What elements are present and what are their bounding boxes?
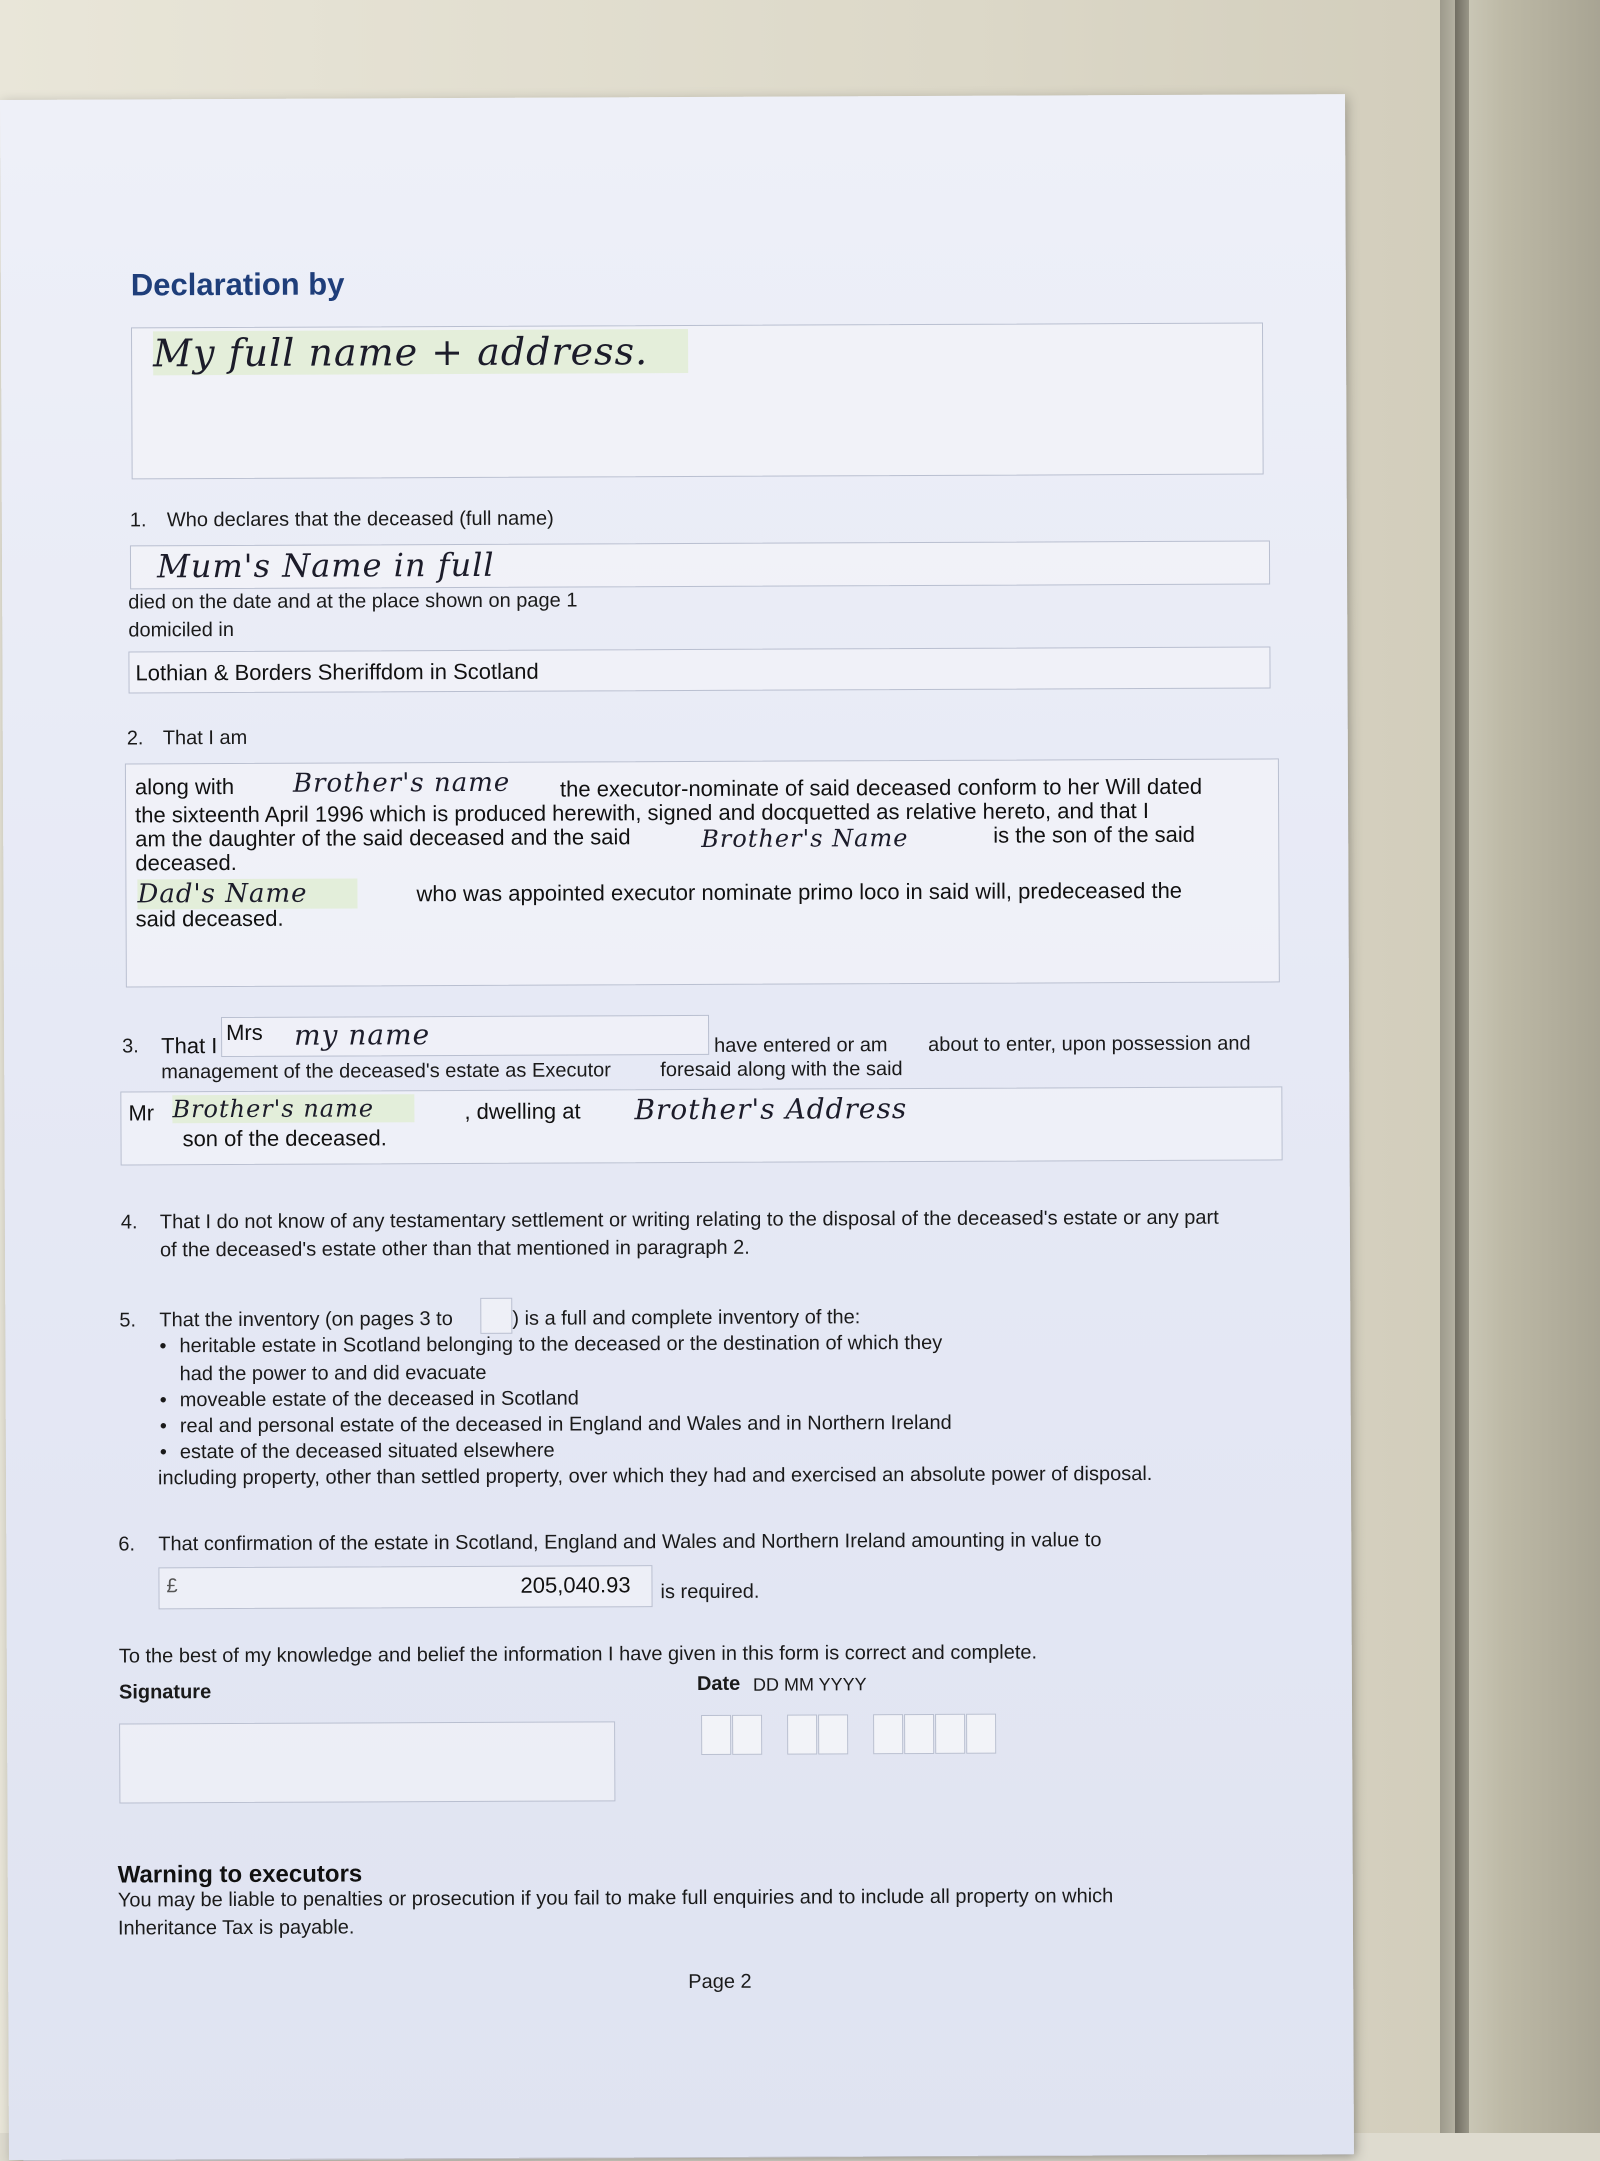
section-title: Declaration by xyxy=(130,266,345,303)
q2-line2: the sixteenth April 1996 which is produced herewith, signed and docquetted as relative hereto, and that I xyxy=(135,797,1150,828)
q3-dwelling: , dwelling at xyxy=(464,1098,581,1124)
date-year-2[interactable] xyxy=(904,1714,934,1754)
q3-brother-name: Brother's name xyxy=(172,1094,414,1123)
date-month-1[interactable] xyxy=(787,1714,817,1754)
date-month-2[interactable] xyxy=(818,1714,848,1754)
q1-number: 1. xyxy=(129,509,147,532)
date-year-4[interactable] xyxy=(966,1714,996,1754)
q3-that-i: That I xyxy=(161,1033,218,1059)
q2-line3-start: am the daughter of the said deceased and the said xyxy=(135,824,631,852)
warning-title: Warning to executors xyxy=(117,1860,363,1889)
q6-label: That confirmation of the estate in Scotland, England and Wales and Northern Ireland amounting in value to xyxy=(158,1529,1102,1556)
q3-my-name: my name xyxy=(294,1018,431,1052)
q2-along-with: along with xyxy=(134,773,235,800)
declarant-handwritten: My full name + address. xyxy=(153,329,688,375)
signature-label: Signature xyxy=(118,1681,212,1704)
q5-bullet-2: • moveable estate of the deceased in Scotland xyxy=(180,1387,579,1412)
deceased-name-handwritten: Mum's Name in full xyxy=(156,545,495,586)
q5-bullet-4: • estate of the deceased situated elsewhere xyxy=(180,1440,555,1465)
q2-line5-rest: who was appointed executor nominate primo loco in said will, predeceased the xyxy=(416,877,1183,907)
belief-statement: To the best of my knowledge and belief the information I have given in this form is correct and complete. xyxy=(118,1641,1038,1668)
q5-last-page-field[interactable] xyxy=(480,1298,512,1334)
q6-required: is required. xyxy=(660,1580,760,1604)
q2-line6: said deceased. xyxy=(135,905,284,932)
q3-number: 3. xyxy=(122,1035,139,1058)
date-format-hint: DD MM YYYY xyxy=(752,1674,867,1695)
q2-brother-name-2: Brother's Name xyxy=(701,824,909,853)
q3-foresaid: foresaid along with the said xyxy=(660,1058,903,1082)
q5-number: 5. xyxy=(119,1309,137,1332)
q2-line4: deceased. xyxy=(135,849,237,876)
currency-symbol: £ xyxy=(166,1575,178,1598)
q1-died-text: died on the date and at the place shown on page 1 xyxy=(128,589,578,614)
q3-son-of: son of the deceased. xyxy=(182,1125,387,1152)
date-year-3[interactable] xyxy=(935,1714,965,1754)
date-year-1[interactable] xyxy=(873,1714,903,1754)
domiciled-value: Lothian & Borders Sheriffdom in Scotland xyxy=(135,658,539,686)
q1-label: Who declares that the deceased (full name) xyxy=(166,507,554,532)
q4-line2: of the deceased's estate other than that mentioned in paragraph 2. xyxy=(159,1236,750,1262)
q3-about-to: about to enter, upon possession and xyxy=(928,1032,1251,1056)
q2-line1-rest: the executor-nominate of said deceased conform to her Will dated xyxy=(559,773,1203,802)
q5-bullet-1: • heritable estate in Scotland belonging to the deceased or the destination of which they xyxy=(179,1332,942,1358)
date-day-2[interactable] xyxy=(732,1715,762,1755)
q3-title-mrs: Mrs xyxy=(226,1019,263,1046)
q3-title-mr: Mr xyxy=(128,1100,155,1126)
date-label: Date xyxy=(696,1672,741,1695)
q2-brother-name-1: Brother's name xyxy=(292,767,511,799)
warning-line-1: You may be liable to penalties or prosecution if you fail to make full enquiries and to include all property on which xyxy=(117,1885,1114,1912)
q1-domiciled-label: domiciled in xyxy=(128,618,234,642)
q2-label: That I am xyxy=(162,726,248,750)
form-page xyxy=(0,94,1354,2160)
q6-number: 6. xyxy=(118,1533,136,1556)
warning-line-2: Inheritance Tax is payable. xyxy=(117,1916,355,1940)
estate-value-amount: 205,040.93 xyxy=(520,1572,631,1598)
date-day-1[interactable] xyxy=(701,1715,731,1755)
q2-dad-name: Dad's Name xyxy=(137,878,357,909)
q5-intro-start: That the inventory (on pages 3 to xyxy=(159,1308,453,1332)
q5-bullet-3: • real and personal estate of the deceased in England and Wales and in Northern Ireland xyxy=(180,1412,952,1438)
q5-bullet-1-cont: had the power to and did evacuate xyxy=(179,1361,487,1386)
q2-number: 2. xyxy=(126,727,144,750)
page-number: Page 2 xyxy=(688,1970,752,1994)
q4-number: 4. xyxy=(120,1211,138,1234)
q2-line3-end: is the son of the said xyxy=(993,821,1196,848)
q3-management: management of the deceased's estate as Executor xyxy=(161,1059,611,1084)
door-frame-edge xyxy=(1455,0,1469,2133)
q3-have-entered: have entered or am xyxy=(714,1034,888,1057)
q3-brother-address: Brother's Address xyxy=(634,1092,908,1127)
signature-field[interactable] xyxy=(119,1721,615,1803)
q4-line1: That I do not know of any testamentary settlement or writing relating to the disposal of the deceased's estate or any part xyxy=(159,1206,1219,1234)
q5-closing: including property, other than settled property, over which they had and exercised an absolute power of disposal. xyxy=(157,1462,1153,1490)
q5-intro-end: ) is a full and complete inventory of the: xyxy=(512,1306,861,1330)
